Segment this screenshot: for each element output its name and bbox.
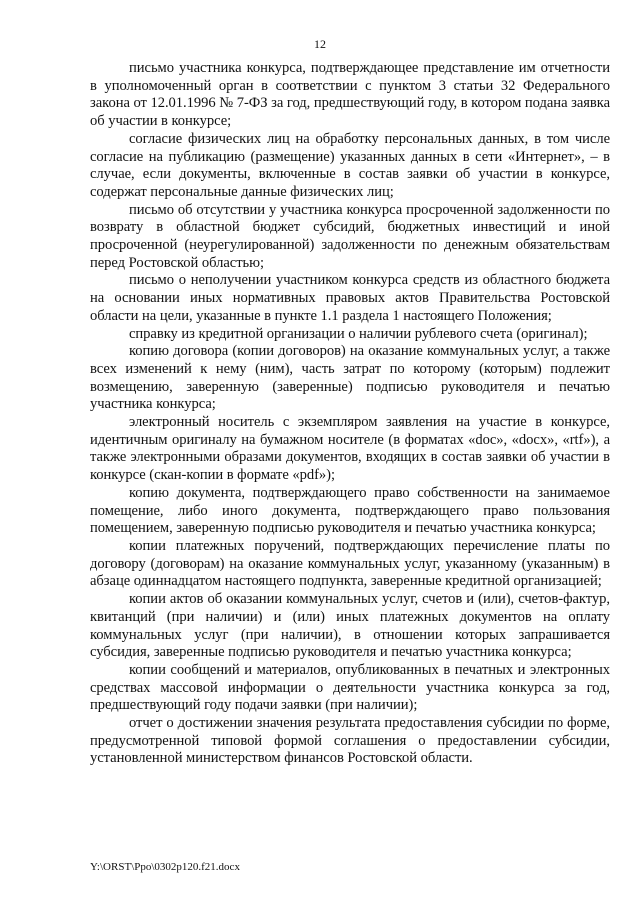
paragraph: согласие физических лиц на обработку персональных данных, в том числе согласие на публикацию (размещение) указанных данных в сети «Интернет», – в случае, если документы, включенные в состав заявки об участии в конкурсе, содержат персональные данные физических лиц; [90,130,610,200]
paragraph: копию договора (копии договоров) на оказание коммунальных услуг, а также всех изменений к нему (ним), часть затрат по которому (которым) подлежит возмещению, заверенную (заверенные) подписью руководителя и печатью участника конкурса; [90,343,610,413]
document-body [90,60,610,768]
paragraph: письмо участника конкурса, подтверждающее представление им отчетности в уполномоченный орган в соответствии с пунктом 3 статьи 32 Федерального закона от 12.01.1996 № 7-ФЗ за год, предшествующий году, в котором подана заявка об участии в конкурсе; [90,60,610,130]
paragraph: отчет о достижении значения результата предоставления субсидии по форме, предусмотренной типовой формой соглашения о предоставлении субсидии, установленной министерством финансов Ростовской области. [90,715,610,767]
paragraph: справку из кредитной организации о наличии рублевого счета (оригинал); [129,325,588,342]
paragraph: письмо о неполучении участником конкурса средств из областного бюджета на основании иных нормативных правовых актов Правительства Ростовской области на цели, указанные в пункте 1.1 раздела 1 настоящего Положения; [90,272,610,324]
paragraph: копию документа, подтверждающего право собственности на занимаемое помещение, либо иного документа, подтверждающего право пользования помещением, заверенную подписью руководителя и печатью участника конкурса; [90,484,610,537]
paragraph: копии платежных поручений, подтверждающих перечисление платы по договору (договорам) на оказание коммунальных услуг, указанному (указанным) в абзаце одиннадцатом настоящего подпункта, заверенные кредитной организацией; [90,537,610,590]
page-number: 12 [314,37,326,51]
paragraph: копии актов об оказании коммунальных услуг, счетов и (или), счетов-фактур, квитанций (при наличии) и (или) иных платежных документов на оплату коммунальных услуг (при наличии), в отношении которых запрашивается субсидия, заверенные подписью руководителя и печатью участника конкурса; [90,591,610,661]
paragraph: копии сообщений и материалов, опубликованных в печатных и электронных средствах массовой информации о деятельности участника конкурса за год, предшествующий году подачи заявки (при наличии); [90,661,610,714]
footer-file-path: Y:\ORST\Ppo\0302p120.f21.docx [90,861,240,873]
paragraph: электронный носитель с экземпляром заявления на участие в конкурсе, идентичным оригиналу на бумажном носителе (в форматах «doc», «docx», «rtf»), а также электронными образами документов, входящих в состав заявки об участии в конкурсе (скан-копии в формате «pdf»); [90,414,610,484]
paragraph: письмо об отсутствии у участника конкурса просроченной задолженности по возврату в областной бюджет субсидий, бюджетных инвестиций и иной просроченной (неурегулированной) задолженности по денежным обязательствам перед Ростовской областью; [90,201,610,271]
